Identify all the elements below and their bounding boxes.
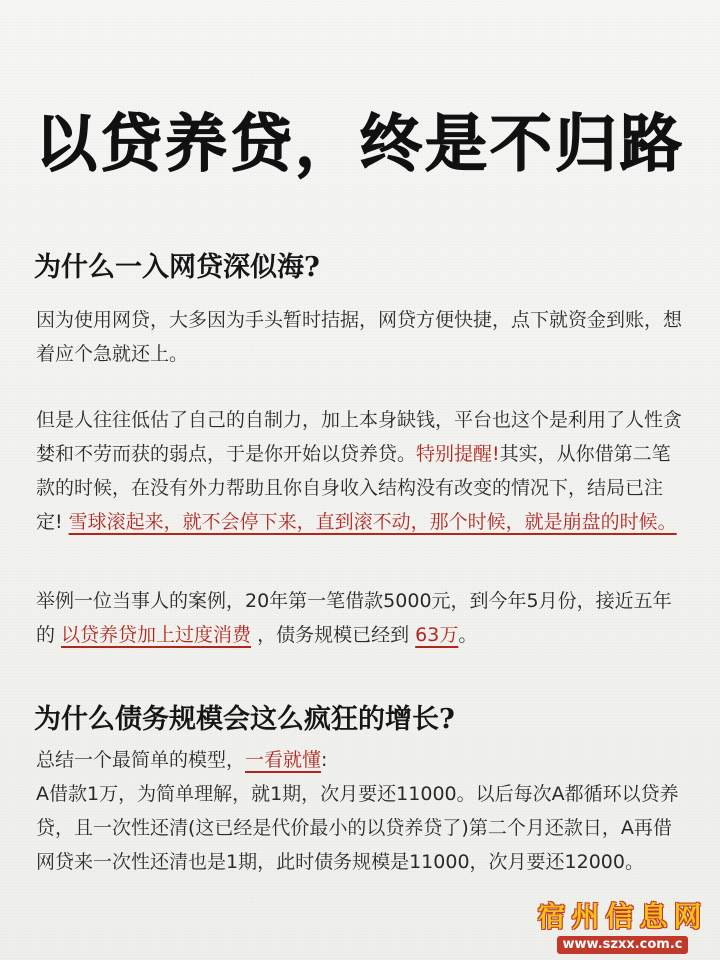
paragraph-3-text-c: 。 [458,624,478,646]
paragraph-5: A借款1万，为简单理解，就1期，次月要还11000。以后每次A都循环以贷养贷，且一次性还清(这已经是代价最小的以贷养贷了)第二个月还款日，A再借网贷来一次性还清也是1期，此时债务规模是11000，次月要还12000。 [36,783,679,873]
watermark-logo [535,901,710,954]
paragraph-4-text: 总结一个最简单的模型， [36,749,246,771]
section-heading-1: 为什么一入网贷深似海? [34,252,320,283]
page-title: 以贷养贷，终是不归路 [34,107,685,180]
overspending-highlight: 以贷养贷加上过度消费 [61,624,252,646]
paragraph-1: 因为使用网贷，大多因为手头暂时拮据，网贷方便快捷，点下就资金到账，想着应个急就还上。 [36,309,683,365]
section-heading-2: 为什么债务规模会这么疯狂的增长? [34,704,455,735]
debt-amount-highlight: 63万 [415,624,459,646]
paragraph-4 [36,743,686,777]
paragraph-3-text-b: ，债务规模已经到 [251,624,416,646]
paragraph-2-text-b: 其实，从你借第二笔款的时候，在没有外力帮助且你自身收入结构没有改变的情况下，结局已注定! [36,443,671,533]
special-reminder: 特别提醒! [416,443,500,465]
snowball-highlight: 雪球滚起来，就不会停下来，直到滚不动，那个时候，就是崩盘的时候。 [68,511,677,533]
watermark-name: 宿州信息网 [537,900,708,933]
paragraph-3-text: 举例一位当事人的案例，20年第一笔借款5000元，到今年5月份，接近五年的 [36,590,672,646]
paragraph-3 [36,584,686,652]
easy-understand-highlight: 一看就懂 [245,749,322,771]
paragraph-2-text: 但是人往往低估了自己的自制力，加上本身缺钱，平台也这个是利用了人性贪婪和不劳而获的弱点，于是你开始以贷养贷。 [36,409,683,465]
watermark-url: www.szxx.com.c [557,936,689,954]
paragraph-2 [36,403,686,539]
paragraph-4-colon: : [321,749,328,771]
